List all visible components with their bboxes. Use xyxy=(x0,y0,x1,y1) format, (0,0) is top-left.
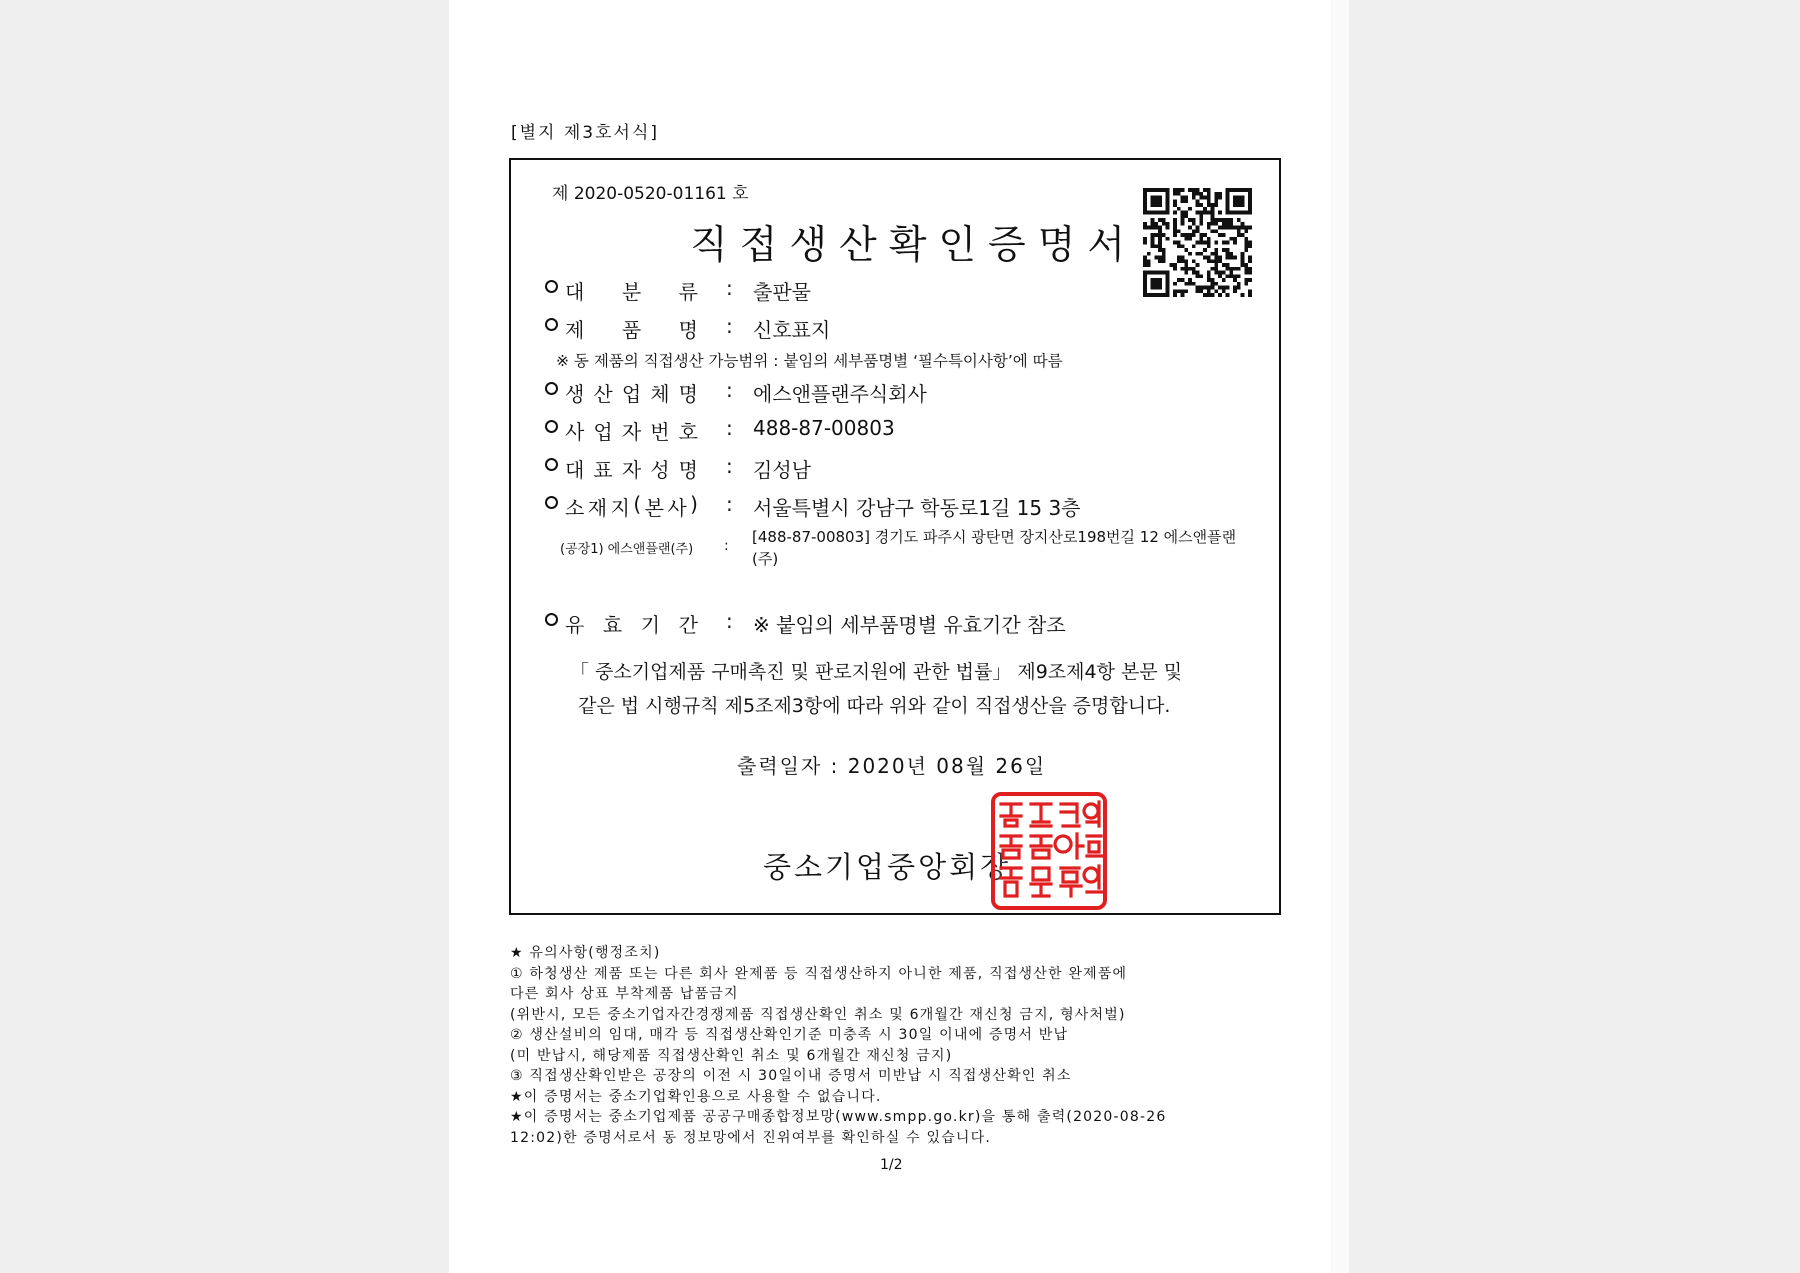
official-seal-icon xyxy=(991,792,1107,910)
notice-line: ② 생산설비의 임대, 매각 등 직접생산확인기준 미충족 시 30일 이내에 증명서 반납 xyxy=(510,1027,1069,1043)
field-label: 대 표 자 성 명 xyxy=(565,458,698,482)
notice-line: 12:02)한 증명서로서 동 정보망에서 진위여부를 확인하실 수 있습니다. xyxy=(510,1129,992,1146)
qr-code-icon xyxy=(1143,188,1252,297)
legal-basis-line-1: 「 중소기업제품 구매촉진 및 판로지원에 관한 법률」 제9조제4항 본문 및 xyxy=(570,661,1183,683)
bullet-icon xyxy=(545,318,558,331)
issuer-name: 중소기업중앙회장 xyxy=(763,850,1012,884)
notice-line: (위반시, 모든 중소기업자간경쟁제품 직접생산확인 취소 및 6개월간 재신청 금지, 형사처벌) xyxy=(510,1006,1126,1023)
notice-line: ★이 증명서는 중소기업확인용으로 사용할 수 없습니다. xyxy=(510,1088,882,1105)
field-value: 에스앤플랜주식회사 xyxy=(753,382,927,406)
field-label: 소 재 지 ( 본 사 ) xyxy=(565,492,698,520)
page-edge xyxy=(1331,0,1349,1273)
notice-line: ① 하청생산 제품 또는 다른 회사 완제품 등 직접생산하지 아니한 제품, 직접생산한 완제품에 xyxy=(510,965,1128,982)
legal-basis-line-2: 같은 법 시행규칙 제5조제3항에 따라 위와 같이 직접생산을 증명합니다. xyxy=(578,695,1171,717)
field-label: 유 효 기 간 xyxy=(565,613,698,637)
print-date: 출력일자 : 2020년 08월 26일 xyxy=(737,754,1047,778)
factory-address: [488-87-00803] 경기도 파주시 광탄면 장지산로198번길 12 에스앤플랜(주) xyxy=(752,528,1237,568)
bullet-icon xyxy=(545,496,558,509)
notice-section xyxy=(510,943,1166,1148)
notice-line: ★ 유의사항(행정조치) xyxy=(510,945,661,961)
bullet-icon xyxy=(545,458,558,471)
field-value: 신호표지 xyxy=(753,318,831,342)
scope-note: ※ 동 제품의 직접생산 가능범위 : 붙임의 세부품명별 ‘필수특이사항’에 따름 xyxy=(556,352,1063,370)
field-label: 사 업 자 번 호 xyxy=(565,420,698,444)
certificate-title: 직접생산확인증명서 xyxy=(690,223,1138,268)
field-value: 출판물 xyxy=(753,280,811,304)
factory-colon: : xyxy=(724,538,729,554)
notice-line: ③ 직접생산확인받은 공장의 이전 시 30일이내 증명서 미반납 시 직접생산확인 취소 xyxy=(510,1068,1072,1084)
field-value: 김성남 xyxy=(753,458,811,482)
page-number: 1/2 xyxy=(880,1157,903,1173)
field-label: 대 분 류 xyxy=(565,280,698,304)
bullet-icon xyxy=(545,382,558,395)
field-label: 제 품 명 xyxy=(565,318,698,342)
form-label: [별지 제3호서식] xyxy=(511,123,660,143)
field-value: 488-87-00803 xyxy=(753,416,895,440)
notice-line: 다른 회사 상표 부착제품 납품금지 xyxy=(510,986,739,1002)
bullet-icon xyxy=(545,420,558,433)
notice-line: ★이 증명서는 중소기업제품 공공구매종합정보망(www.smpp.go.kr)을 통해 출력(2020-08-26 xyxy=(510,1109,1167,1125)
certificate-number: 제 2020-0520-01161 호 xyxy=(552,184,749,204)
bullet-icon xyxy=(545,280,558,293)
field-value: 서울특별시 강남구 학동로1길 15 3층 xyxy=(753,496,1081,520)
field-label: 생 산 업 체 명 xyxy=(565,382,698,406)
field-value: ※ 붙임의 세부품명별 유효기간 참조 xyxy=(753,613,1066,637)
factory-label: (공장1) 에스앤플랜(주) xyxy=(560,542,694,557)
bullet-icon xyxy=(545,613,558,626)
notice-line: (미 반납시, 해당제품 직접생산확인 취소 및 6개월간 재신청 금지) xyxy=(510,1047,953,1064)
